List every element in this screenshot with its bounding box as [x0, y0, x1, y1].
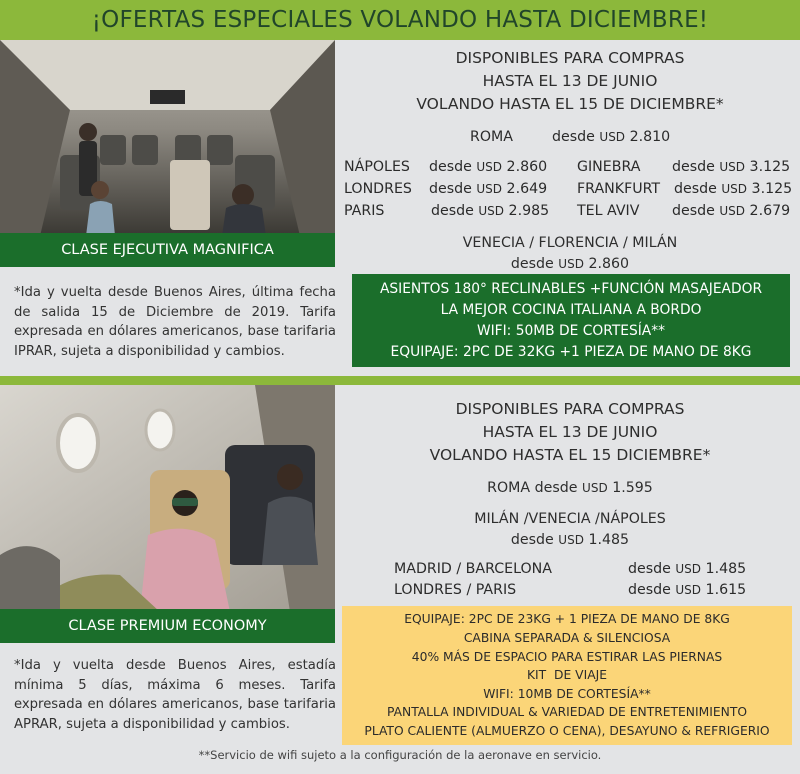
route-price-group — [672, 159, 790, 175]
route-currency: USD — [719, 204, 746, 218]
benefit-item: KIT DE VIAJE — [526, 668, 607, 683]
benefit-item: WIFI: 10MB DE CORTESÍA** — [483, 686, 651, 701]
route-price: 1.595 — [612, 480, 653, 496]
route-desde: desde — [431, 203, 474, 219]
route-desde: desde — [672, 203, 715, 219]
route-price: 3.125 — [749, 159, 791, 175]
route-city: GINEBRA — [577, 159, 641, 175]
offers-header — [0, 0, 800, 40]
availability-line: VOLANDO HASTA EL 15 DICIEMBRE* — [429, 446, 711, 464]
benefit-item: PLATO CALIENTE (ALMUERZO O CENA), DESAYUNO & REFRIGERIO — [364, 723, 770, 738]
wifi-footnote: **Servicio de wifi sujeto a la configuración de la aeronave en servicio. — [198, 748, 602, 762]
route-currency: USD — [675, 583, 702, 597]
route-price-group — [429, 159, 547, 175]
availability-line: VOLANDO HASTA EL 15 DE DICIEMBRE* — [416, 95, 724, 113]
premium-rome-row — [370, 478, 770, 499]
route-currency: USD — [599, 130, 626, 144]
route-city: MADRID / BARCELONA — [394, 561, 552, 577]
availability-line: HASTA EL 13 DE JUNIO — [482, 423, 658, 441]
business-rome-row — [470, 129, 670, 145]
benefit-item: PANTALLA INDIVIDUAL & VARIEDAD DE ENTRETENIMIENTO — [386, 705, 748, 720]
offers-title: ¡OFERTAS ESPECIALES VOLANDO HASTA DICIEMBRE! — [91, 7, 709, 33]
route-price: 2.985 — [508, 203, 550, 219]
business-combo-route — [370, 233, 770, 275]
route-price: 1.485 — [705, 561, 747, 577]
route-price-group — [370, 254, 770, 275]
route-currency: USD — [719, 160, 746, 174]
route-currency: USD — [558, 257, 584, 271]
business-class-label-text: CLASE EJECUTIVA MAGNIFICA — [61, 242, 274, 258]
route-desde: desde — [534, 480, 578, 496]
business-benefits-box — [352, 274, 790, 367]
route-price: 1.485 — [588, 532, 630, 548]
route-price: 2.860 — [588, 256, 630, 272]
route-price: 2.810 — [629, 129, 671, 145]
route-price: 2.860 — [506, 159, 548, 175]
benefit-item: EQUIPAJE: 2PC DE 23KG + 1 PIEZA DE MANO DE 8KG — [404, 612, 730, 627]
route-price-group — [672, 203, 790, 219]
business-availability — [340, 47, 800, 116]
route-currency: USD — [476, 160, 503, 174]
business-fare-note: *Ida y vuelta desde Buenos Aires, última fecha de salida 15 de Diciembre de 2019. Tarifa expresada en dólares americanos, base tarifaria IPRAR, sujeta a disponibilidad y cambios. — [14, 285, 336, 359]
route-price-group — [628, 561, 746, 577]
route-city: LONDRES / PARIS — [394, 582, 517, 598]
route-price-group — [431, 203, 549, 219]
benefit-item: ASIENTOS 180° RECLINABLES +FUNCIÓN MASAJEADOR — [379, 280, 763, 297]
premium-class-label-text: CLASE PREMIUM ECONOMY — [68, 618, 267, 634]
route-price-group — [674, 181, 792, 197]
route-city: VENECIA / FLORENCIA / MILÁN — [462, 235, 678, 251]
benefit-item: CABINA SEPARADA & SILENCIOSA — [463, 631, 671, 646]
premium-availability — [340, 398, 800, 467]
route-currency: USD — [478, 204, 505, 218]
availability-line: DISPONIBLES PARA COMPRAS — [455, 400, 685, 418]
availability-line: HASTA EL 13 DE JUNIO — [482, 72, 658, 90]
route-currency: USD — [675, 562, 702, 576]
route-desde: desde — [510, 256, 554, 272]
route-price-group — [429, 181, 547, 197]
business-cabin-photo — [0, 40, 335, 236]
availability-line: DISPONIBLES PARA COMPRAS — [455, 49, 685, 67]
route-price-group — [628, 582, 746, 598]
route-desde: desde — [672, 159, 715, 175]
route-price: 3.125 — [751, 181, 793, 197]
route-city: NÁPOLES — [344, 159, 410, 175]
premium-fare-note: *Ida y vuelta desde Buenos Aires, estadía mínima 5 días, máxima 6 meses. Tarifa expresada en dólares americanos, base tarifaria APRAR, sujeta a disponibilidad y cambios. — [14, 658, 336, 732]
route-currency: USD — [558, 533, 584, 547]
business-class-label — [0, 233, 335, 267]
route-price: 1.615 — [705, 582, 747, 598]
route-desde: desde — [552, 129, 595, 145]
route-price: 2.649 — [506, 181, 548, 197]
benefit-item: LA MEJOR COCINA ITALIANA A BORDO — [440, 301, 702, 318]
route-city: LONDRES — [344, 181, 412, 197]
route-city: PARIS — [344, 203, 385, 219]
route-desde: desde — [628, 561, 671, 577]
benefit-item: 40% MÁS DE ESPACIO PARA ESTIRAR LAS PIERNAS — [411, 649, 723, 664]
premium-milan-route — [370, 509, 770, 551]
route-currency: USD — [476, 182, 503, 196]
route-city: ROMA — [487, 480, 531, 496]
premium-benefits-box — [342, 606, 792, 745]
benefit-item: EQUIPAJE: 2PC DE 32KG +1 PIEZA DE MANO DE 8KG — [390, 343, 752, 360]
route-currency: USD — [582, 481, 608, 495]
route-desde: desde — [429, 159, 472, 175]
premium-cabin-photo — [0, 385, 335, 612]
route-desde: desde — [429, 181, 472, 197]
route-price: 2.679 — [749, 203, 791, 219]
premium-class-label — [0, 609, 335, 643]
route-city: ROMA — [470, 129, 513, 145]
route-desde: desde — [674, 181, 717, 197]
route-desde: desde — [628, 582, 671, 598]
route-city: FRANKFURT — [577, 181, 661, 197]
route-price-group — [370, 530, 770, 551]
route-city: TEL AVIV — [577, 203, 640, 219]
route-currency: USD — [721, 182, 748, 196]
section-divider — [0, 376, 800, 385]
route-city: MILÁN /VENECIA /NÁPOLES — [474, 511, 666, 527]
route-desde: desde — [510, 532, 554, 548]
benefit-item: WIFI: 50MB DE CORTESÍA** — [476, 322, 666, 339]
